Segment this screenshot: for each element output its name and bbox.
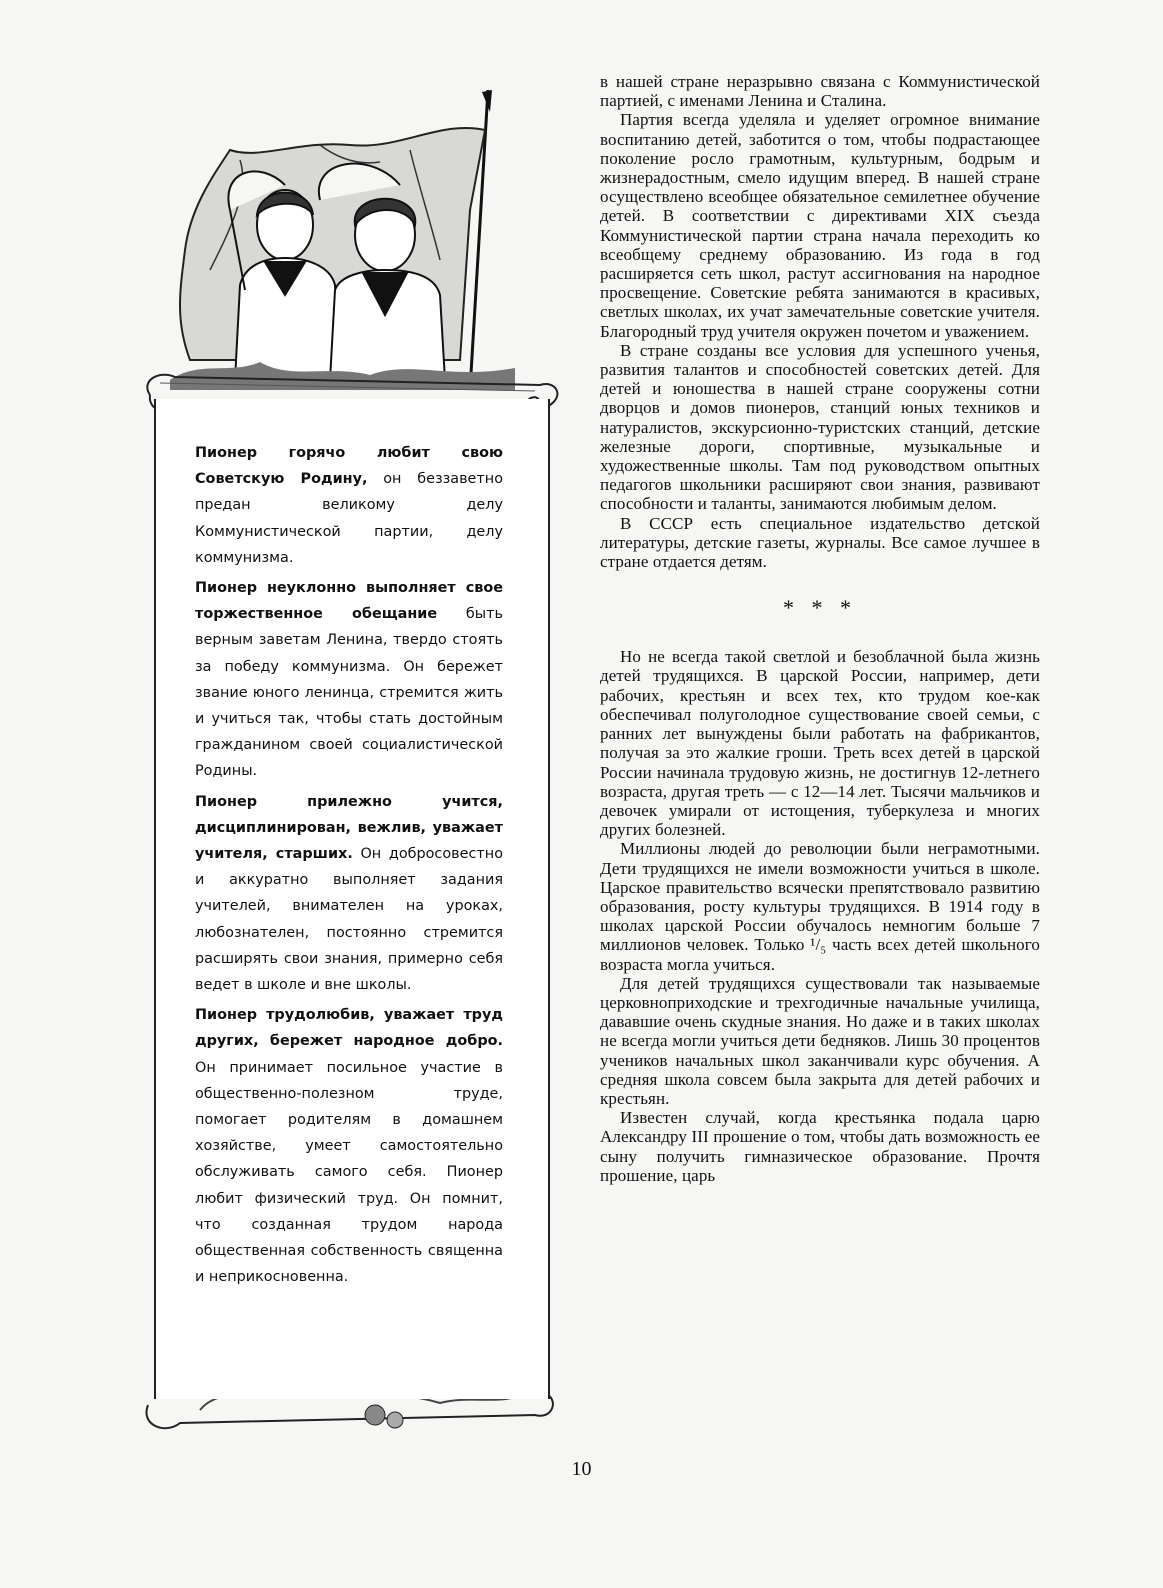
rule-3	[195, 789, 503, 999]
rule-2	[195, 575, 503, 785]
paragraph-5: Но не всегда такой светлой и безоблачной была жизнь детей трудящихся. В царской России, например, дети рабочих, крестьян и всех тех, кто трудом кое-как обеспечивал полуголодное существование своей семьи, с ранних лет вынуждены были работать на фабрикантов, получая за это жалкие гроши. Треть всех детей в царской России начинала трудовую жизнь, не достигнув 12-летнего возраста, другая треть — с 12—14 лет. Тысячи мальчиков и девочек умирали от истощения, туберкулеза и многих других болезней.	[600, 647, 1040, 840]
main-text-column	[600, 72, 1040, 1185]
rule-2-heading: Пионер неуклонно выполняет свое торжественное обещание	[195, 580, 503, 623]
paragraph-3: В стране созданы все условия для успешного ученья, развития талантов и способностей советских детей. Для детей и юношества в нашей стране сооружены сотни дворцов и домов пионеров, станций юных техников и натуралистов, экскурсионно-туристских станций, детские железные дороги, спортивные, музыкальные и художественные школы. Там под руководством опытных педагогов школьники расширяют свои знания, развивают способности и таланты, занимаются любимым делом.	[600, 340, 1040, 514]
paragraph-6: Миллионы людей до революции были неграмотными. Дети трудящихся не имели возможности учиться в школе. Царское правительство всячески препятствовало развитию образования, росту культуры трудящихся. В 1914 году в школах царской России обучалось немногим больше 7 миллионов человек. Только ¹/₅ часть всех детей школьного возраста могла учиться.	[600, 839, 1040, 974]
rule-1	[195, 440, 503, 571]
paragraph-2: Партия всегда уделяла и уделяет огромное внимание воспитанию детей, заботится о том, чтобы подрастающее поколение росло грамотным, культурным, бодрым и жизнерадостным, смело идущим вперед. В нашей стране осуществлено всеобщее обязательное семилетнее обучение детей. В соответствии с директивами XIX съезда Коммунистической партии страна начала переходить ко всеобщему среднему образованию. Из года в год расширяется сеть школ, растут ассигнования на народное просвещение. Советские ребята занимаются в красивых, светлых школах, их учат замечательные советские учителя. Благородный труд учителя окружен почетом и уважением.	[600, 110, 1040, 341]
rule-2-body: быть верным заветам Ленина, твердо стоять за победу коммунизма. Он бережет звание юного ленинца, стремится жить и учиться так, чтобы стать достойным гражданином своей социалистической Родины.	[195, 606, 503, 780]
rule-1-heading: Пионер горячо любит свою Советскую Родину,	[195, 445, 503, 488]
paragraph-1: в нашей стране неразрывно связана с Коммунистической партией, с именами Ленина и Сталина.	[600, 72, 1040, 111]
pioneers-illustration	[170, 90, 515, 390]
paragraph-8: Известен случай, когда крестьянка подала царю Александру III прошение о том, чтобы дать возможность ее сыну получить гимназическое образование. Прочтя прошение, царь	[600, 1108, 1040, 1185]
paragraph-7: Для детей трудящихся существовали так называемые церковноприходские и трехгодичные начальные училища, дававшие очень скудные знания. Но даже и в таких школах не всегда могли учиться дети бедняков. Лишь 30 процентов учеников начальных школ заканчивали курс обучения. А средняя школа совсем была закрыта для детей рабочих и крестьян.	[600, 973, 1040, 1108]
rule-1-body: он беззаветно предан великому делу Коммунистической партии, делу коммунизма.	[195, 471, 503, 566]
pioneer-rules-text	[195, 440, 503, 1295]
paragraph-4: В СССР есть специальное издательство детской литературы, детские газеты, журналы. Все самое лучшее в стране отдается детям.	[600, 513, 1040, 572]
section-separator: * * *	[783, 595, 857, 621]
rule-3-heading: Пионер прилежно учится, дисциплинирован, вежлив, уважает учителя, старших.	[195, 793, 503, 863]
rule-3-body: Он добросовестно и аккуратно выполняет задания учителей, внимателен на уроках, любознателен, постоянно стремится расширять свои знания, примерно себя ведет в школе и вне школы.	[195, 846, 503, 994]
rule-4-body: Он принимает посильное участие в общественно-полезном труде, помогает родителям в домашнем хозяйстве, умеет самостоятельно обслуживать самого себя. Пионер любит физический труд. Он помнит, что созданная трудом народа общественная собственность священна и неприкосновенна.	[195, 1059, 503, 1286]
rule-4	[195, 1002, 503, 1290]
rule-4-heading: Пионер трудолюбив, уважает труд других, бережет народное добро.	[195, 1007, 503, 1050]
page-number: 10	[571, 1458, 592, 1480]
pioneer-rules-scroll	[140, 365, 560, 1440]
